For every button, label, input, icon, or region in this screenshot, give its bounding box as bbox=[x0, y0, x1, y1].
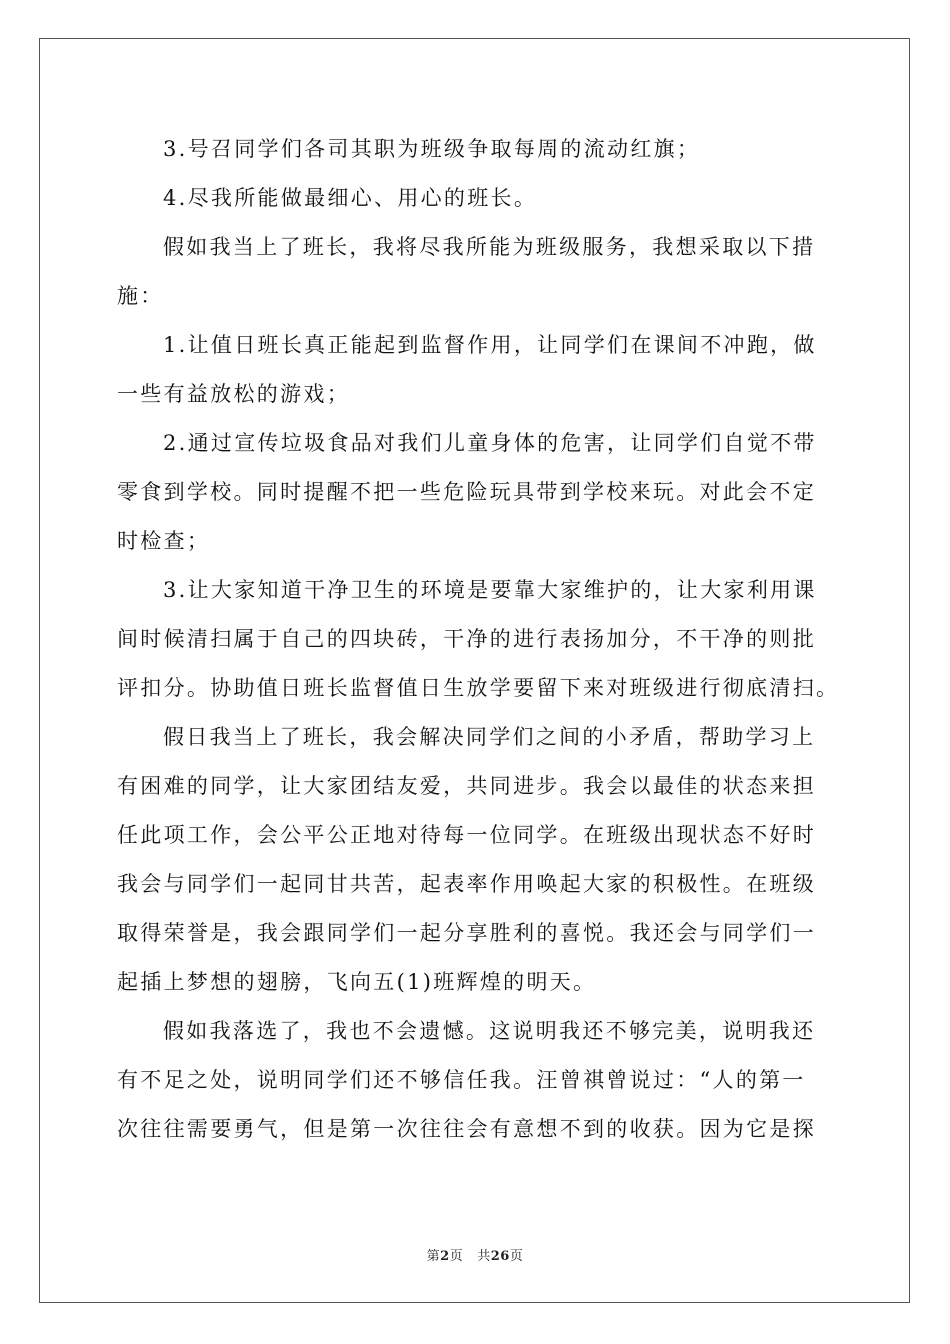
text-line: 次往往需要勇气，但是第一次往往会有意想不到的收获。因为它是探 bbox=[117, 1117, 816, 1141]
text-line: 假日我当上了班长，我会解决同学们之间的小矛盾，帮助学习上 bbox=[163, 725, 816, 749]
text-line: 1.让值日班长真正能起到监督作用，让同学们在课间不冲跑，做 bbox=[163, 333, 817, 357]
page-prefix: 第 bbox=[426, 1249, 441, 1264]
text-line: 时检查； bbox=[117, 529, 211, 553]
text-line: 假如我落选了，我也不会遗憾。这说明我还不够完美，说明我还 bbox=[163, 1019, 816, 1043]
total-prefix: 共 bbox=[477, 1249, 491, 1264]
text-line: 起插上梦想的翅膀，飞向五(1)班辉煌的明天。 bbox=[117, 970, 597, 994]
text-line: 评扣分。协助值日班长监督值日生放学要留下来对班级进行彻底清扫。 bbox=[117, 676, 840, 700]
text-line: 假如我当上了班长，我将尽我所能为班级服务，我想采取以下措 bbox=[163, 235, 816, 259]
text-line: 间时候清扫属于自己的四块砖，干净的进行表扬加分，不干净的则批 bbox=[117, 627, 816, 651]
text-line: 零食到学校。同时提醒不把一些危险玩具带到学校来玩。对此会不定 bbox=[117, 480, 816, 504]
text-line: 有不足之处，说明同学们还不够信任我。汪曾祺曾说过：“人的第一 bbox=[117, 1068, 806, 1092]
page-footer bbox=[0, 1245, 950, 1264]
total-suffix: 页 bbox=[509, 1249, 524, 1264]
text-line: 2.通过宣传垃圾食品对我们儿童身体的危害，让同学们自觉不带 bbox=[163, 431, 817, 455]
page-suffix: 页 bbox=[449, 1249, 464, 1264]
page-number: 2 bbox=[440, 1249, 450, 1264]
text-line: 一些有益放松的游戏； bbox=[117, 382, 350, 406]
text-line: 任此项工作，会公平公正地对待每一位同学。在班级出现状态不好时 bbox=[117, 823, 816, 847]
document-body bbox=[117, 125, 840, 1154]
text-line: 我会与同学们一起同甘共苦，起表率作用唤起大家的积极性。在班级 bbox=[117, 872, 816, 896]
text-line: 3.让大家知道干净卫生的环境是要靠大家维护的，让大家利用课 bbox=[163, 578, 817, 602]
text-line: 3.号召同学们各司其职为班级争取每周的流动红旗； bbox=[163, 137, 701, 161]
text-line: 施： bbox=[117, 284, 164, 308]
text-line: 有困难的同学，让大家团结友爱，共同进步。我会以最佳的状态来担 bbox=[117, 774, 816, 798]
total-pages: 26 bbox=[490, 1249, 510, 1264]
text-line: 取得荣誉是，我会跟同学们一起分享胜利的喜悦。我还会与同学们一 bbox=[117, 921, 816, 945]
text-line: 4.尽我所能做最细心、用心的班长。 bbox=[163, 186, 538, 210]
